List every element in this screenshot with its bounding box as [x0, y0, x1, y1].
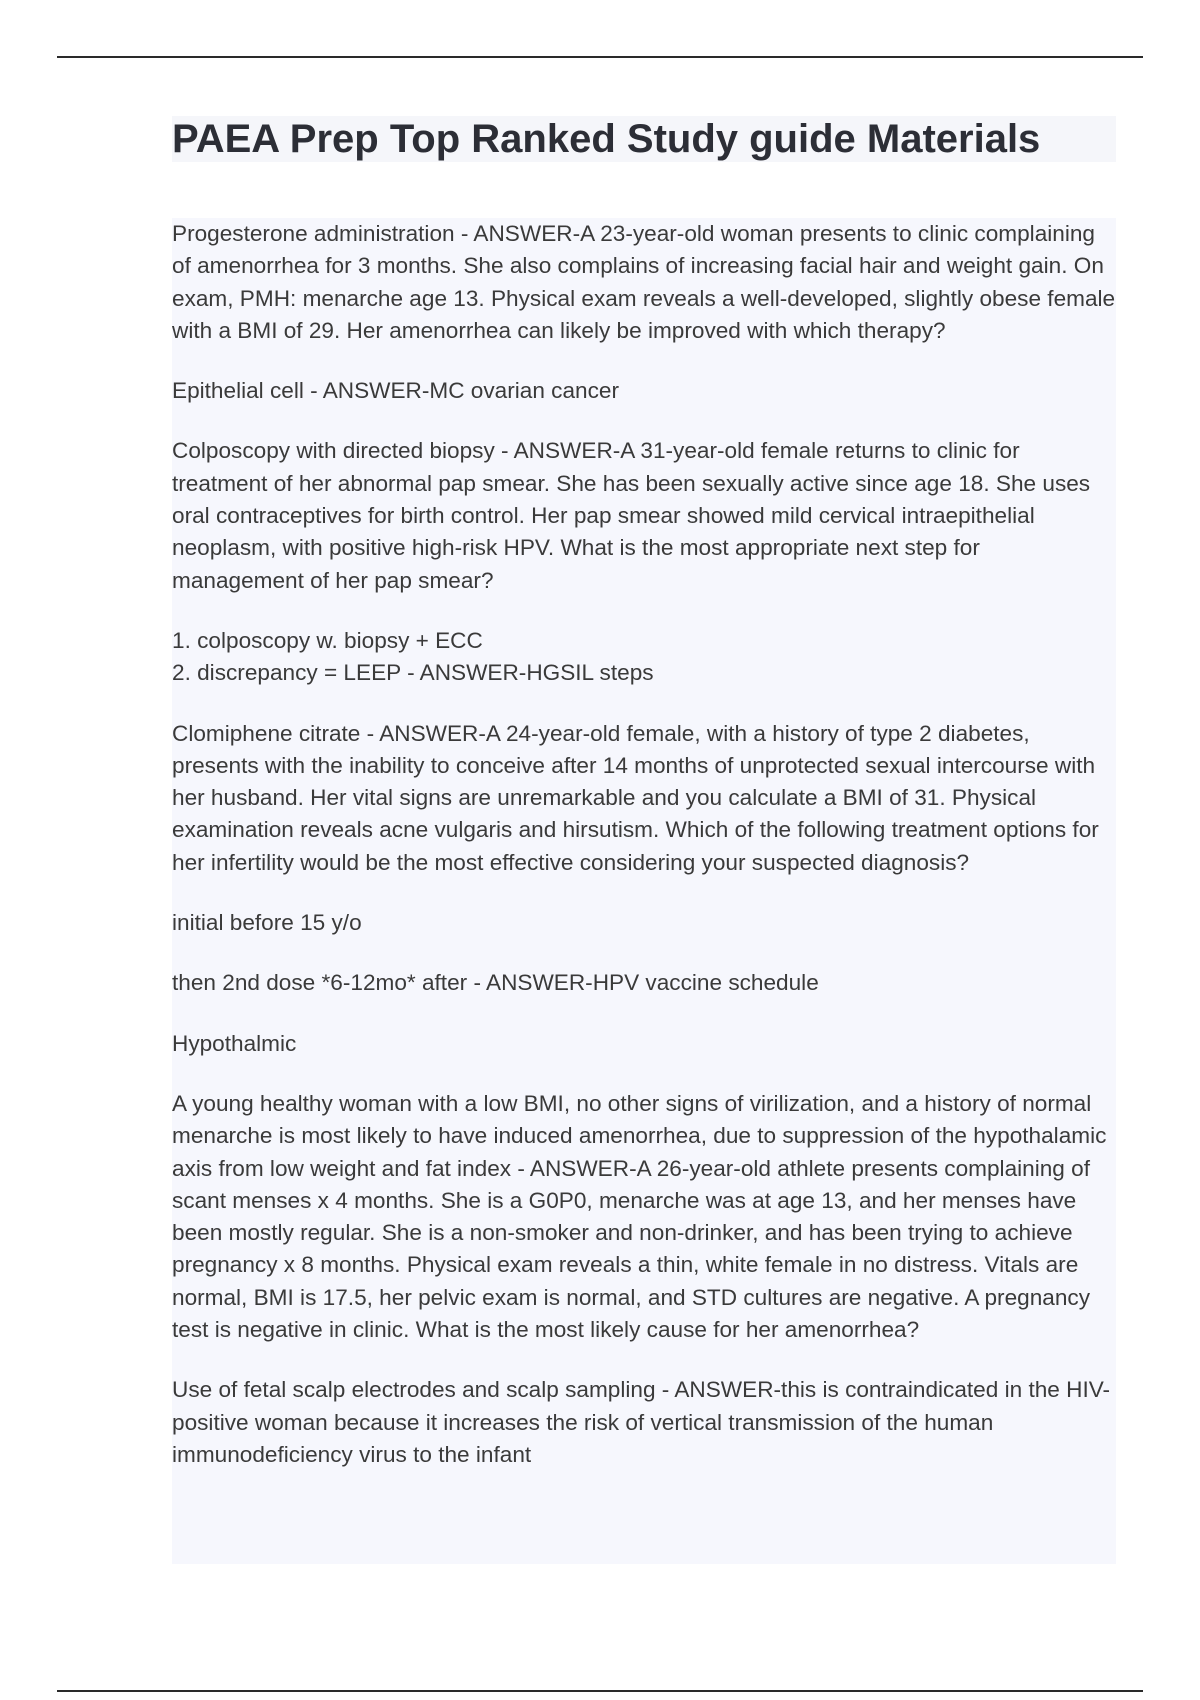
top-rule [57, 56, 1143, 58]
paragraph: Clomiphene citrate - ANSWER-A 24-year-old female, with a history of type 2 diabetes, presents with the inability to conceive after 14 months of unprotected sexual intercourse with her husband. Her vital signs are unremarkable and you calculate a BMI of 31. Physical examination reveals acne vulgaris and hirsutism. Which of the following treatment options for her infertility would be the most effective considering your suspected diagnosis? [172, 720, 1099, 875]
paragraph: Progesterone administration - ANSWER-A 23-year-old woman presents to clinic complaining of amenorrhea for 3 months. She also complains of increasing facial hair and weight gain. On exam, PMH: menarche age 13. Physical exam reveals a well-developed, slightly obese female with a BMI of 29. Her amenorrhea can likely be improved with which therapy? [172, 221, 1116, 343]
paragraph: A young healthy woman with a low BMI, no other signs of virilization, and a history of normal menarche is most likely to have induced amenorrhea, due to suppression of the hypothalamic axis from low weight and fat index - ANSWER-A 26-year-old athlete presents complaining of scant menses x 4 months. She is a G0P0, menarche was at age 13, and her menses have been mostly regular. She is a non-smoker and non-drinker, and has been trying to achieve pregnancy x 8 months. Physical exam reveals a thin, white female in no distress. Vitals are normal, BMI is 17.5, her pelvic exam is normal, and STD cultures are negative. A pregnancy test is negative in clinic. What is the most likely cause for her amenorrhea? [172, 1090, 1107, 1343]
page-title: PAEA Prep Top Ranked Study guide Materials [172, 117, 1041, 161]
paragraph: initial before 15 y/o [172, 910, 362, 936]
paragraph: 1. colposcopy w. biopsy + ECC 2. discrepancy = LEEP - ANSWER-HGSIL steps [172, 627, 654, 686]
bottom-rule [57, 1690, 1143, 1692]
paragraph: then 2nd dose *6-12mo* after - ANSWER-HPV vaccine schedule [172, 970, 819, 996]
paragraph: Epithelial cell - ANSWER-MC ovarian cancer [172, 378, 619, 404]
paragraph: Hypothalmic [172, 1030, 297, 1056]
paragraph: Colposcopy with directed biopsy - ANSWER-A 31-year-old female returns to clinic for treatment of her abnormal pap smear. She has been sexually active since age 18. She uses oral contraceptives for birth control. Her pap smear showed mild cervical intraepithelial neoplasm, with positive high-risk HPV. What is the most appropriate next step for management of her pap smear? [172, 438, 1091, 593]
paragraph: Use of fetal scalp electrodes and scalp sampling - ANSWER-this is contraindicated in the HIV-positive woman because it increases the risk of vertical transmission of the human immunodeficiency virus to the infant [172, 1377, 1111, 1467]
document-body [172, 218, 1116, 1564]
